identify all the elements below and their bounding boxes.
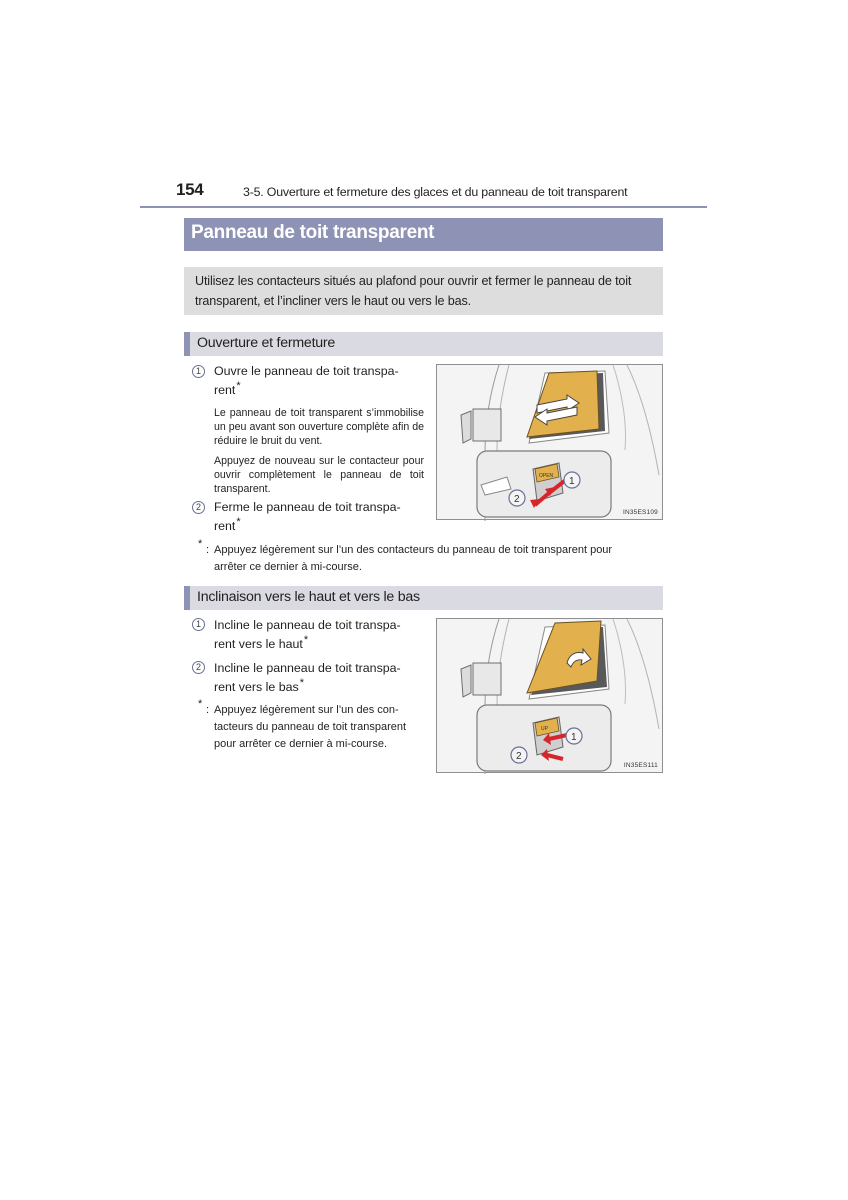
item-line-end: rent bbox=[214, 383, 236, 397]
page-number: 154 bbox=[176, 180, 204, 199]
figure-open-close bbox=[436, 364, 663, 520]
item-close bbox=[214, 498, 424, 537]
header-rule bbox=[140, 206, 707, 208]
section-heading-tilt bbox=[184, 586, 663, 610]
figure-illustration bbox=[437, 619, 664, 774]
section-heading-open-close bbox=[184, 332, 663, 356]
footnote-line: tacteurs du panneau de toit transparent bbox=[214, 721, 407, 733]
item-number-2: 2 bbox=[192, 661, 205, 674]
item-line-end: rent vers le bas bbox=[214, 680, 299, 694]
footnote-asterisk: * bbox=[198, 698, 203, 710]
item-line: Incline le panneau de toit transpa- bbox=[214, 618, 401, 632]
item-open bbox=[214, 362, 424, 401]
page-title: Panneau de toit transparent bbox=[191, 222, 435, 243]
section-title: Inclinaison vers le haut et vers le bas bbox=[197, 589, 420, 605]
footnote-line: Appuyez légèrement sur l’un des contacteurs du panneau de toit transparent pour bbox=[214, 544, 613, 556]
figure-tilt bbox=[436, 618, 663, 773]
callout-2: 2 bbox=[514, 494, 520, 505]
note-stop-before-full-open: Le panneau de toit transparent s’immobilise un peu avant son ouverture complète afin de réduire le bruit du vent. bbox=[214, 407, 424, 447]
switch-label: OPEN bbox=[539, 473, 554, 479]
item-line: Ferme le panneau de toit transpa- bbox=[214, 500, 401, 514]
callout-1: 1 bbox=[571, 732, 577, 743]
footnote-line: arrêter ce dernier à mi-course. bbox=[214, 561, 362, 573]
asterisk: * bbox=[236, 380, 241, 392]
note-press-again: Appuyez de nouveau sur le contacteur pour ouvrir complètement le panneau de toit transparent. bbox=[214, 455, 424, 495]
switch-label: UP bbox=[541, 726, 548, 732]
item-line-end: rent bbox=[214, 519, 236, 533]
item-line-end: rent vers le haut bbox=[214, 637, 303, 651]
footnote-asterisk: * bbox=[198, 538, 203, 550]
running-header: 3-5. Ouverture et fermeture des glaces et du panneau de toit transparent bbox=[243, 185, 628, 199]
intro-box bbox=[184, 267, 663, 315]
item-number-1: 1 bbox=[192, 365, 205, 378]
item-line bbox=[214, 517, 424, 537]
callout-2: 2 bbox=[516, 751, 522, 762]
item-line bbox=[214, 381, 424, 401]
item-line bbox=[214, 678, 424, 698]
section-title: Ouverture et fermeture bbox=[197, 335, 336, 351]
footnote-line: Appuyez légèrement sur l’un des con- bbox=[214, 704, 399, 716]
item-number-1: 1 bbox=[192, 618, 205, 631]
figure-id: IN35ES111 bbox=[623, 762, 658, 769]
item-tilt-down bbox=[214, 659, 424, 698]
callout-1: 1 bbox=[569, 476, 575, 487]
footnote-line: pour arrêter ce dernier à mi-course. bbox=[214, 738, 388, 750]
footnote-colon: : bbox=[206, 544, 210, 556]
item-line: Ouvre le panneau de toit transpa- bbox=[214, 364, 399, 378]
figure-id: IN35ES109 bbox=[622, 509, 658, 516]
intro-text: Utilisez les contacteurs situés au plafond pour ouvrir et fermer le panneau de toit transparent, et l’incliner vers le haut ou vers le bas. bbox=[195, 274, 632, 308]
figure-illustration bbox=[437, 365, 664, 521]
footnote-colon: : bbox=[206, 704, 210, 716]
item-line bbox=[214, 635, 424, 655]
item-number-2: 2 bbox=[192, 501, 205, 514]
item-line: Incline le panneau de toit transpa- bbox=[214, 661, 401, 675]
page-title-bar bbox=[184, 218, 663, 251]
asterisk: * bbox=[236, 516, 241, 528]
asterisk: * bbox=[303, 634, 309, 646]
asterisk: * bbox=[299, 677, 304, 689]
item-tilt-up bbox=[214, 616, 424, 655]
